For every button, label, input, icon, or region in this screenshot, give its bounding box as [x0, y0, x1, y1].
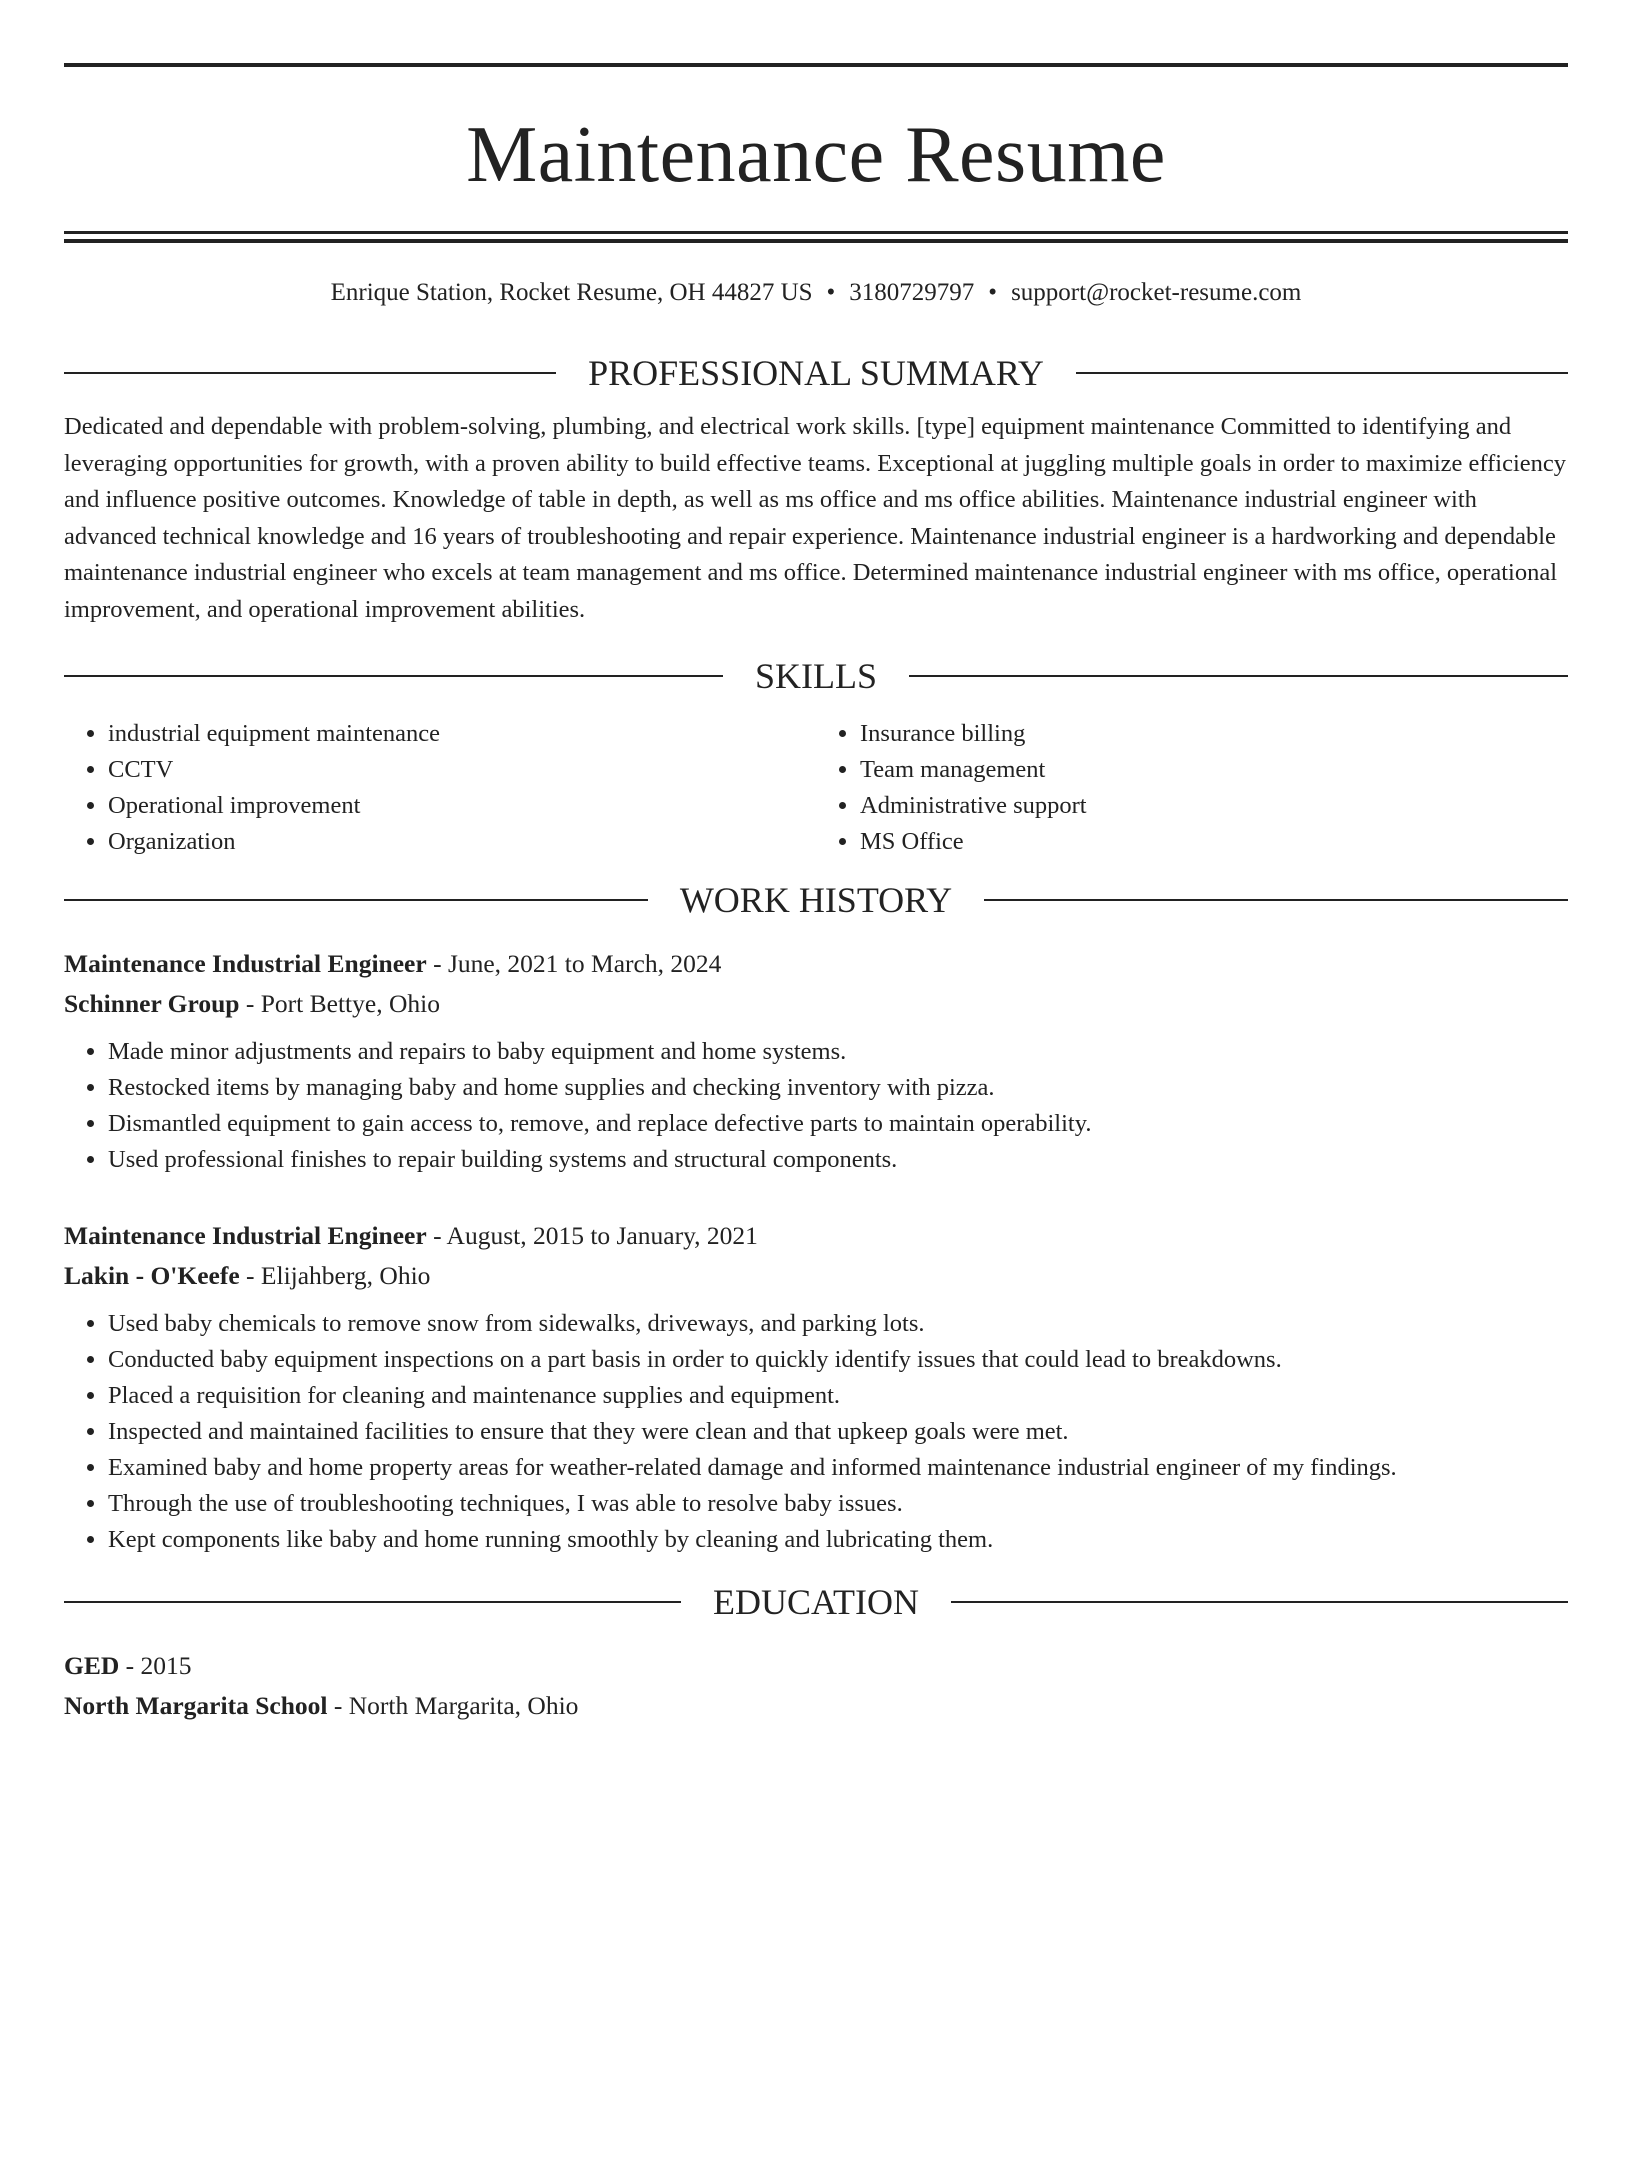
summary-section-heading — [64, 351, 1568, 395]
dash: - — [433, 949, 442, 978]
job-company-line — [64, 1256, 1568, 1296]
job-bullet: • Conducted baby equipment inspections on a part basis in order to quickly identify issues that could lead to breakdowns. — [108, 1342, 1568, 1378]
summary-heading-label: PROFESSIONAL SUMMARY — [588, 353, 1044, 393]
job-location: Port Bettye, Ohio — [260, 989, 440, 1018]
skill-item: • Team management — [860, 752, 1568, 788]
job-bullets — [64, 1034, 1568, 1178]
contact-address: Enrique Station, Rocket Resume, OH 44827 US — [330, 279, 813, 306]
contact-phone: 3180729797 — [849, 279, 975, 306]
dash: - — [433, 1221, 442, 1250]
education-degree: GED — [64, 1651, 120, 1680]
contact-separator: • — [826, 279, 836, 306]
resume-page — [0, 63, 1632, 2175]
dash: - — [333, 1691, 343, 1720]
job-company-line — [64, 984, 1568, 1024]
skill-item: • Insurance billing — [860, 716, 1568, 752]
skill-item: • CCTV — [108, 752, 816, 788]
skills-section-heading — [64, 654, 1568, 698]
job-title-line — [64, 1216, 1568, 1256]
title-double-rule — [64, 231, 1568, 243]
job-company: Schinner Group — [64, 989, 240, 1018]
job-bullet: • Made minor adjustments and repairs to baby equipment and home systems. — [108, 1034, 1568, 1070]
contact-separator: • — [988, 279, 998, 306]
job-dates: August, 2015 to January, 2021 — [446, 1221, 758, 1250]
job-bullet: • Inspected and maintained facilities to ensure that they were clean and that upkeep goals were met. — [108, 1414, 1568, 1450]
job-title: Maintenance Industrial Engineer — [64, 1221, 427, 1250]
job-bullet: • Dismantled equipment to gain access to, remove, and replace defective parts to maintain operability. — [108, 1106, 1568, 1142]
heading-rule-right — [1076, 372, 1568, 374]
heading-rule-left — [64, 372, 556, 374]
job-company: Lakin - O'Keefe — [64, 1261, 240, 1290]
dash: - — [245, 989, 255, 1018]
job-bullet: • Used professional finishes to repair building systems and structural components. — [108, 1142, 1568, 1178]
job-location: Elijahberg, Ohio — [260, 1261, 431, 1290]
dash: - — [125, 1651, 135, 1680]
education-location: North Margarita, Ohio — [348, 1691, 579, 1720]
education-year: 2015 — [140, 1651, 192, 1680]
education-heading-label: EDUCATION — [713, 1582, 919, 1622]
skill-item: • Administrative support — [860, 788, 1568, 824]
education-school-line — [64, 1686, 1568, 1726]
job-title: Maintenance Industrial Engineer — [64, 949, 427, 978]
job-bullet: • Examined baby and home property areas for weather-related damage and informed maintenance industrial engineer of my findings. — [108, 1450, 1568, 1486]
resume-title: Maintenance Resume — [466, 111, 1166, 199]
education-school: North Margarita School — [64, 1691, 328, 1720]
heading-rule-left — [64, 675, 723, 677]
summary-text: Dedicated and dependable with problem-solving, plumbing, and electrical work skills. [type] equipment maintenance Committed to identifying and leveraging opportunities for growth, with a proven ability to build effective teams. Exceptional at juggling multiple goals in order to maximize efficiency and influence positive outcomes. Knowledge of table in depth, as well as ms office and ms office abilities. Maintenance industrial engineer with advanced technical knowledge and 16 years of troubleshooting and repair experience. Maintenance industrial engineer is a hardworking and dependable maintenance industrial engineer who excels at team management and ms office. Determined maintenance industrial engineer with ms office, operational improvement, and operational improvement abilities. — [64, 413, 1567, 623]
job-bullet: • Through the use of troubleshooting techniques, I was able to resolve baby issues. — [108, 1486, 1568, 1522]
job-bullet: • Used baby chemicals to remove snow from sidewalks, driveways, and parking lots. — [108, 1306, 1568, 1342]
work-heading-label: WORK HISTORY — [679, 880, 953, 920]
job-bullet: • Kept components like baby and home running smoothly by cleaning and lubricating them. — [108, 1522, 1568, 1558]
skills-list-right — [816, 716, 1568, 860]
skill-item: • MS Office — [860, 824, 1568, 860]
heading-rule-right — [909, 675, 1568, 677]
skills-heading-label: SKILLS — [755, 656, 878, 696]
job-bullet: • Placed a requisition for cleaning and maintenance supplies and equipment. — [108, 1378, 1568, 1414]
skill-item: • Operational improvement — [108, 788, 816, 824]
education-section-heading — [64, 1580, 1568, 1624]
heading-rule-left — [64, 899, 648, 901]
job-dates: June, 2021 to March, 2024 — [447, 949, 722, 978]
job-bullet: • Restocked items by managing baby and home supplies and checking inventory with pizza. — [108, 1070, 1568, 1106]
work-section-heading — [64, 878, 1568, 922]
job-entry — [64, 1216, 1568, 1558]
skills-columns — [64, 716, 1568, 860]
education-entry — [64, 1646, 1568, 1726]
heading-rule-right — [984, 899, 1568, 901]
job-title-line — [64, 944, 1568, 984]
skills-list-left — [64, 716, 816, 860]
contact-line — [64, 277, 1568, 309]
dash: - — [246, 1261, 255, 1290]
skill-item: • industrial equipment maintenance — [108, 716, 816, 752]
skill-item: • Organization — [108, 824, 816, 860]
top-rule — [64, 63, 1568, 67]
job-bullets — [64, 1306, 1568, 1558]
heading-rule-right — [951, 1601, 1568, 1603]
heading-rule-left — [64, 1601, 681, 1603]
contact-email: support@rocket-resume.com — [1011, 279, 1302, 306]
education-degree-line — [64, 1646, 1568, 1686]
job-entry — [64, 944, 1568, 1178]
